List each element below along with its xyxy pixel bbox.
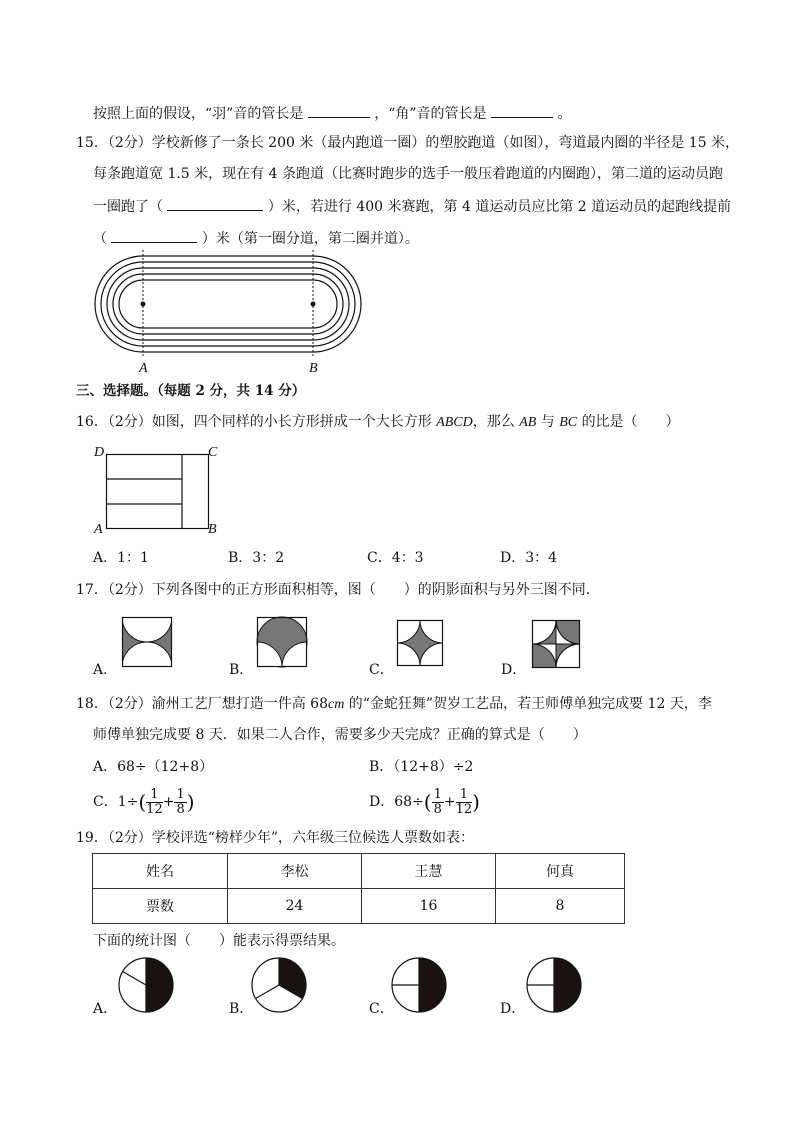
q17-figure-d (532, 620, 580, 668)
table-cell-wanghui: 16 (362, 889, 496, 924)
q17-figure-c (397, 620, 443, 666)
q16-option-a[interactable]: A．1：1 (93, 550, 149, 566)
table-cell-hezhen: 8 (496, 889, 625, 924)
q17-option-d[interactable]: D． (501, 662, 527, 678)
q18-optd-lparen: ( (423, 790, 432, 814)
q18-option-c[interactable] (93, 786, 195, 818)
q18-line1-a: 18．（2分）渝州工艺厂想打造一件高 68 (76, 696, 328, 712)
q16-rectangle-figure (106, 454, 210, 530)
q15-line4-b: ）米（第一圈分道，第二圈并道）。 (201, 231, 419, 247)
q18-cm: cm (328, 697, 345, 712)
q18-option-a[interactable]: A．68÷（12+8） (93, 759, 214, 775)
q16-option-d[interactable]: D．3：4 (500, 550, 558, 566)
line0-text-b: ，“角”音的管长是 (374, 106, 487, 122)
blank-advance[interactable] (111, 228, 197, 243)
track-label-a: A (139, 361, 148, 376)
q15-line2: 每条跑道宽 1.5 米，现在有 4 条跑道（比赛时跑步的选手一般压着跑道的内圈跑），第二道的运动员跑 (93, 166, 723, 182)
q15-line4 (93, 228, 419, 248)
blank-yu[interactable] (308, 103, 370, 118)
q18-option-d[interactable] (369, 786, 480, 818)
q16-stem-d: 的比是（ ） (581, 414, 680, 430)
q19-option-a[interactable]: A． (93, 1001, 118, 1017)
line0-text-a: 按照上面的假设，“羽”音的管长是 (93, 106, 304, 122)
q16-stem-c: 与 (540, 414, 555, 430)
q17-option-c[interactable]: C． (369, 662, 394, 678)
q18-optd-frac1: $\frac{1}{8}$ (433, 786, 442, 817)
track-label-b: B (309, 361, 318, 376)
line-0 (93, 103, 571, 123)
q19-pie-b (251, 957, 307, 1013)
table-header-name: 姓名 (93, 854, 228, 889)
q15-line1: 15．（2分）学校新修了一条长 200 米（最内跑道一圈）的塑胶跑道（如图），弯道最内圈的半径是 15 米， (76, 135, 740, 151)
q16-option-c[interactable]: C．4：3 (367, 550, 424, 566)
q18-optd-frac2: $\frac{1}{12}$ (455, 786, 473, 817)
line0-text-c: 。 (557, 106, 572, 122)
table-header-hezhen: 何真 (496, 854, 625, 889)
q18-line1-b: 的“金蛇狂舞”贺岁工艺品，若王师傅单独完成要 12 天，李 (344, 696, 712, 712)
q18-optc-frac2: $\frac{1}{8}$ (176, 786, 185, 817)
blank-jue[interactable] (491, 103, 553, 118)
blank-lap-distance[interactable] (167, 196, 263, 211)
q18-optd-pre: D．68÷ (369, 794, 424, 810)
q18-optc-frac1: $\frac{1}{12}$ (146, 786, 163, 817)
q16-label-a: A (94, 522, 103, 537)
q19-after: 下面的统计图（ ）能表示得票结果。 (93, 933, 345, 949)
q19-option-b[interactable]: B． (229, 1001, 254, 1017)
table-header-wanghui: 王慧 (362, 854, 496, 889)
section-3-heading: 三、选择题。（每题 2 分，共 14 分） (76, 383, 306, 399)
q17-option-b[interactable]: B． (229, 662, 254, 678)
table-header-lisong: 李松 (228, 854, 362, 889)
q15-line3 (93, 196, 731, 216)
table-cell-lisong: 24 (228, 889, 362, 924)
q18-optd-rparen: ) (472, 790, 480, 814)
q19-option-d[interactable]: D． (500, 1001, 526, 1017)
q19-pie-a (118, 957, 174, 1013)
q18-line1 (76, 695, 712, 714)
votes-table (92, 853, 625, 924)
q16-ab: AB (519, 415, 537, 430)
q18-optc-lparen: ( (138, 790, 147, 814)
q16-option-b[interactable]: B．3：2 (228, 550, 285, 566)
q16-label-d: D (94, 445, 105, 460)
track-lane-1 (95, 256, 361, 352)
running-track-figure (94, 248, 364, 360)
table-cell-votes-label: 票数 (93, 889, 228, 924)
q18-line2: 师傅单独完成要 8 天．如果二人合作，需要多少天完成？正确的算式是（ ） (93, 727, 587, 743)
track-lane-4 (113, 274, 343, 334)
q16-label-b: B (208, 522, 217, 537)
q17-figure-b (257, 617, 307, 667)
q18-optd-plus: + (443, 794, 456, 810)
q16-stem-a: 16．（2分）如图，四个同样的小长方形拼成一个大长方形 (76, 414, 432, 430)
q16-bc: BC (559, 415, 578, 430)
track-center-b (311, 302, 316, 307)
q18-optc-rparen: ) (186, 790, 195, 814)
track-center-a (141, 302, 146, 307)
q19-pie-d (526, 957, 582, 1013)
track-inner (119, 280, 337, 328)
q19-option-c[interactable]: C． (369, 1001, 394, 1017)
table-row (93, 889, 625, 924)
q16-stem (76, 413, 680, 432)
q17-stem: 17．（2分）下列各图中的正方形面积相等，图（ ）的阴影面积与另外三图不同． (76, 582, 600, 598)
q19-pie-c (391, 957, 447, 1013)
q18-optc-plus: + (162, 794, 175, 810)
q19-stem: 19．（2分）学校评选“榜样少年”，六年级三位候选人票数如表： (76, 830, 475, 846)
q15-line4-a: （ (93, 231, 107, 247)
q17-figure-a (122, 617, 172, 667)
q16-label-c: C (208, 445, 218, 460)
q18-optc-pre: C．1÷ (93, 794, 139, 810)
q15-line3-b: ）米，若进行 400 米赛跑，第 4 道运动员应比第 2 道运动员的起跑线提前 (267, 199, 732, 215)
q17-option-a[interactable]: A． (93, 662, 118, 678)
q15-line3-a: 一圈跑了（ (93, 199, 163, 215)
q18-option-b[interactable]: B．（12+8）÷2 (369, 759, 474, 775)
q16-stem-b: ，那么 (472, 414, 515, 430)
table-row (93, 854, 625, 889)
q16-abcd: ABCD (436, 415, 473, 430)
